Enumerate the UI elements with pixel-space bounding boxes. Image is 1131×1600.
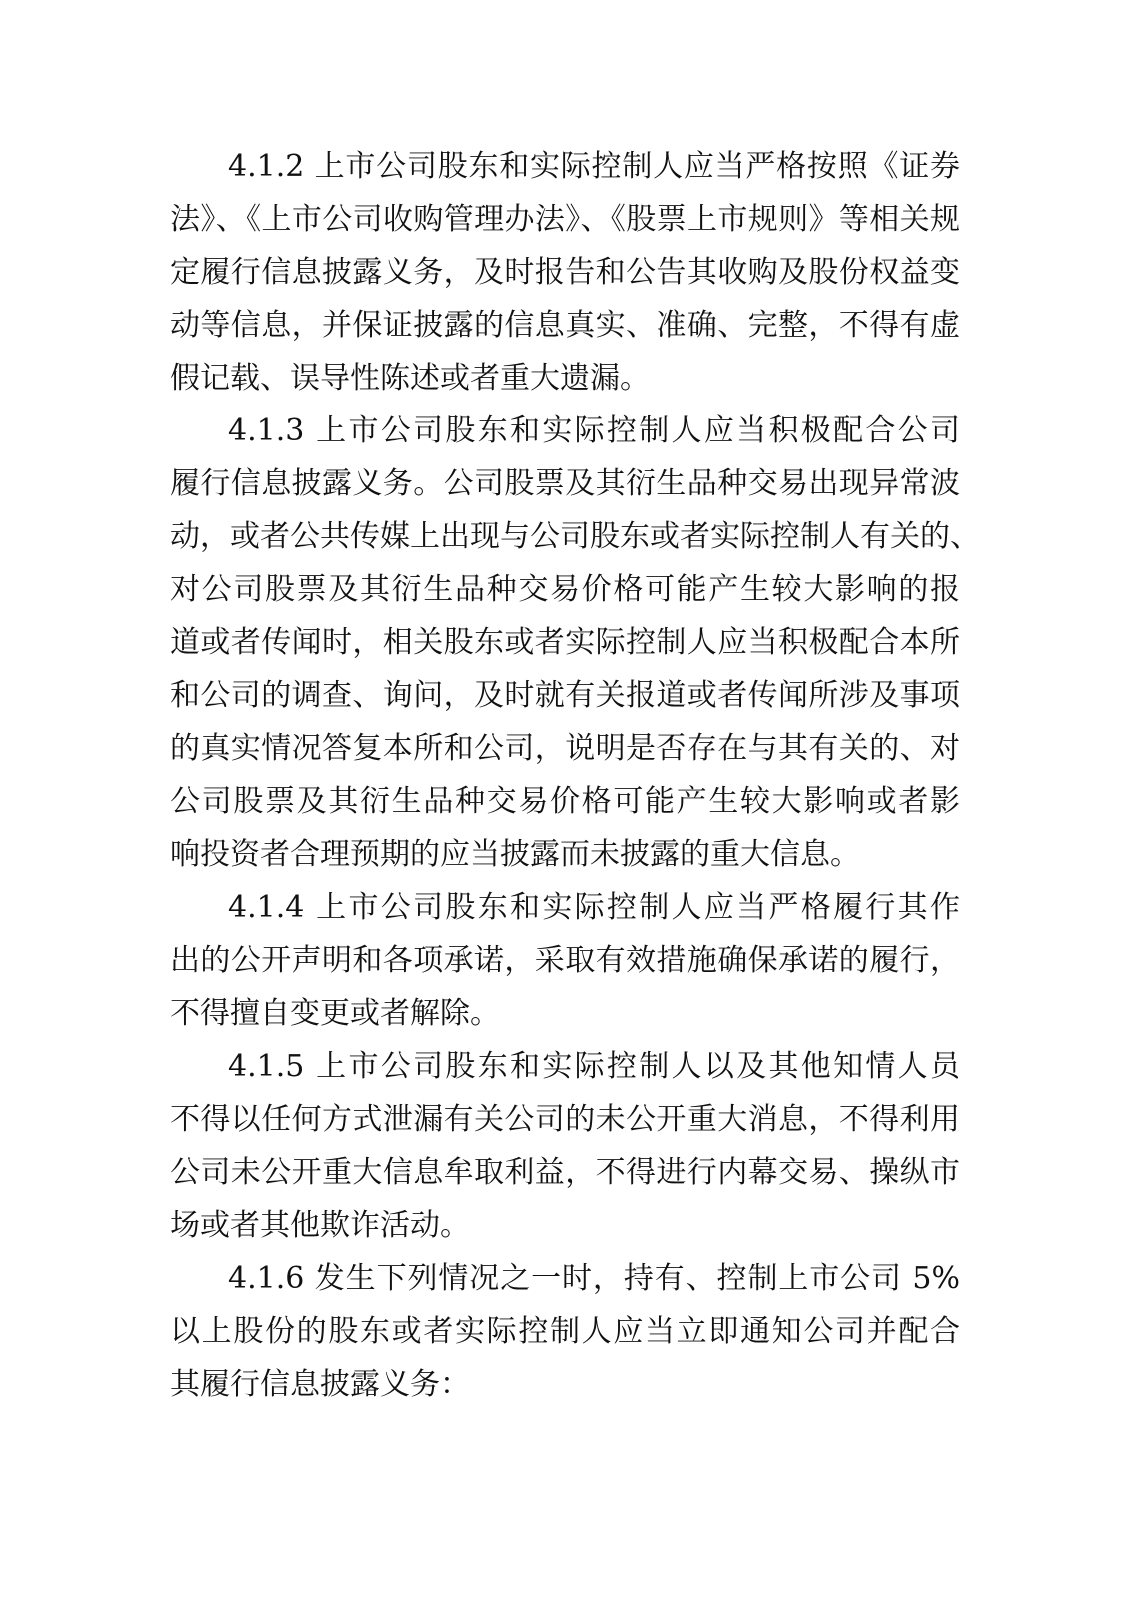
paragraph-4-1-3-line: 履行信息披露义务。公司股票及其衍生品种交易出现异常波 bbox=[170, 466, 960, 501]
paragraph-4-1-3-line: 4.1.3 上市公司股东和实际控制人应当积极配合公司 bbox=[228, 413, 960, 448]
paragraph-4-1-3-line: 道或者传闻时，相关股东或者实际控制人应当积极配合本所 bbox=[170, 625, 960, 660]
paragraph-4-1-4-line: 出的公开声明和各项承诺，采取有效措施确保承诺的履行， bbox=[170, 943, 960, 978]
paragraph-4-1-6-line: 4.1.6 发生下列情况之一时，持有、控制上市公司 5% bbox=[228, 1261, 960, 1296]
paragraph-4-1-5-line: 不得以任何方式泄漏有关公司的未公开重大消息，不得利用 bbox=[170, 1102, 960, 1137]
paragraph-4-1-2-line: 动等信息，并保证披露的信息真实、准确、完整，不得有虚 bbox=[170, 308, 960, 343]
paragraph-4-1-4-line: 4.1.4 上市公司股东和实际控制人应当严格履行其作 bbox=[228, 890, 960, 925]
paragraph-4-1-5-line: 4.1.5 上市公司股东和实际控制人以及其他知情人员 bbox=[228, 1049, 960, 1084]
paragraph-4-1-2-line: 定履行信息披露义务，及时报告和公告其收购及股份权益变 bbox=[170, 255, 960, 290]
paragraph-4-1-3-line: 响投资者合理预期的应当披露而未披露的重大信息。 bbox=[170, 837, 860, 872]
paragraph-4-1-5-line: 公司未公开重大信息牟取利益，不得进行内幕交易、操纵市 bbox=[170, 1155, 960, 1190]
paragraph-4-1-6-line: 其履行信息披露义务： bbox=[170, 1367, 470, 1402]
paragraph-4-1-3-line: 公司股票及其衍生品种交易价格可能产生较大影响或者影 bbox=[170, 784, 960, 819]
paragraph-4-1-4-line: 不得擅自变更或者解除。 bbox=[170, 996, 500, 1031]
paragraph-4-1-2-line: 法》、《上市公司收购管理办法》、《股票上市规则》等相关规 bbox=[170, 202, 960, 237]
paragraph-4-1-2-line: 假记载、误导性陈述或者重大遗漏。 bbox=[170, 361, 650, 396]
paragraph-4-1-3-line: 和公司的调查、询问，及时就有关报道或者传闻所涉及事项 bbox=[170, 678, 960, 713]
paragraph-4-1-3-line: 对公司股票及其衍生品种交易价格可能产生较大影响的报 bbox=[170, 572, 960, 607]
paragraph-4-1-3-line: 的真实情况答复本所和公司，说明是否存在与其有关的、对 bbox=[170, 731, 960, 766]
paragraph-4-1-2-line: 4.1.2 上市公司股东和实际控制人应当严格按照《证券 bbox=[228, 149, 960, 184]
paragraph-4-1-6-line: 以上股份的股东或者实际控制人应当立即通知公司并配合 bbox=[170, 1314, 960, 1349]
paragraph-4-1-3-line: 动，或者公共传媒上出现与公司股东或者实际控制人有关的、 bbox=[170, 519, 980, 554]
paragraph-4-1-5-line: 场或者其他欺诈活动。 bbox=[170, 1208, 470, 1243]
